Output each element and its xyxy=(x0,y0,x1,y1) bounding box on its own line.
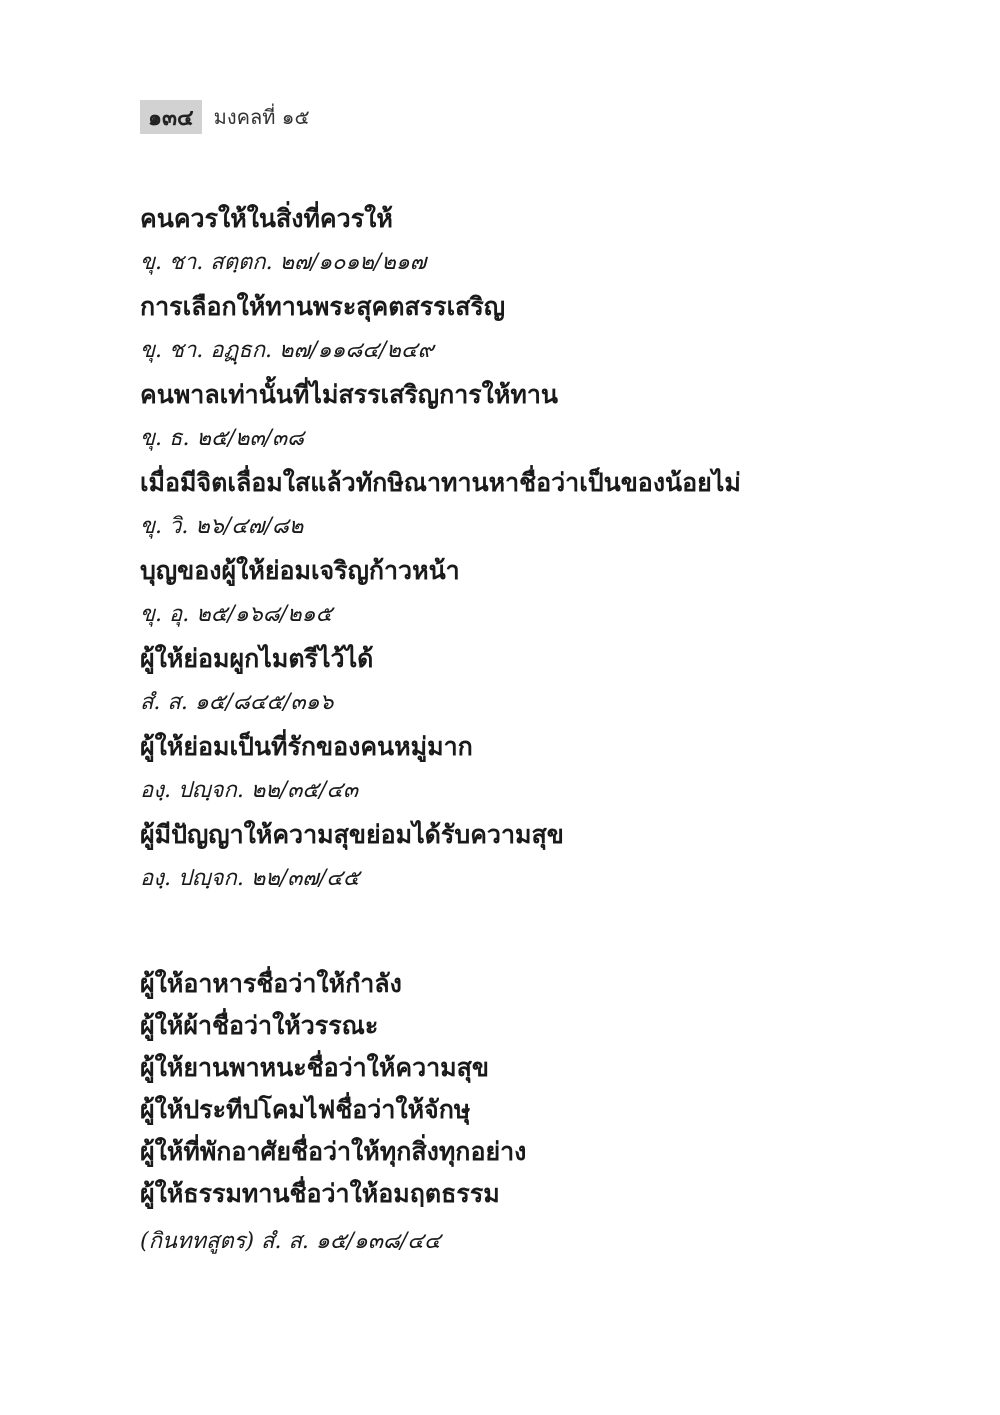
page-number: ๑๓๔ xyxy=(140,100,202,134)
quote-item xyxy=(140,285,900,373)
quote-item xyxy=(140,637,900,725)
quote-item xyxy=(140,373,900,461)
chapter-title: มงคลที่ ๑๕ xyxy=(213,105,310,129)
verse-line: ผู้ให้อาหารชื่อว่าให้กำลัง xyxy=(140,969,402,998)
quote-reference: ขุ. ชา. อฏฺธก. ๒๗/๑๑๘๔/๒๔๙ xyxy=(140,338,434,363)
quote-item xyxy=(140,813,900,901)
quote-list xyxy=(140,197,900,901)
quote-reference: สํ. ส. ๑๕/๘๔๕/๓๑๖ xyxy=(140,690,334,715)
quote-item xyxy=(140,725,900,813)
quote-text: ผู้ให้ย่อมผูกไมตรีไว้ได้ xyxy=(140,644,374,673)
quote-reference: ขุ. ธ. ๒๕/๒๓/๓๘ xyxy=(140,426,304,451)
verse-line: ผู้ให้ที่พักอาศัยชื่อว่าให้ทุกสิ่งทุกอย่าง xyxy=(140,1137,527,1166)
quote-text: คนควรให้ในสิ่งที่ควรให้ xyxy=(140,204,393,233)
quote-text: คนพาลเท่านั้นที่ไม่สรรเสริญการให้ทาน xyxy=(140,380,558,409)
verse-block xyxy=(140,963,900,1215)
quote-text: ผู้ให้ย่อมเป็นที่รักของคนหมู่มาก xyxy=(140,732,473,761)
verse-line: ผู้ให้ธรรมทานชื่อว่าให้อมฤตธรรม xyxy=(140,1179,500,1208)
quote-item xyxy=(140,549,900,637)
quote-reference: ขุ. วิ. ๒๖/๔๗/๘๒ xyxy=(140,514,304,539)
quote-text: ผู้มีปัญญาให้ความสุขย่อมได้รับความสุข xyxy=(140,820,564,849)
page-header xyxy=(140,100,310,134)
quote-reference: องฺ. ปญฺจก. ๒๒/๓๗/๔๕ xyxy=(140,866,360,891)
verse-line: ผู้ให้ยานพาหนะชื่อว่าให้ความสุข xyxy=(140,1053,489,1082)
quote-text: เมื่อมีจิตเลื่อมใสแล้วทักษิณาทานหาชื่อว่าเป็นของน้อยไม่ xyxy=(140,468,741,497)
verse-reference: (กินททสูตร) สํ. ส. ๑๕/๑๓๘/๔๔ xyxy=(140,1229,441,1254)
quote-reference: ขุ. อุ. ๒๕/๑๖๘/๒๑๕ xyxy=(140,602,333,627)
verse-line: ผู้ให้ผ้าชื่อว่าให้วรรณะ xyxy=(140,1011,379,1040)
quote-item xyxy=(140,197,900,285)
quote-reference: องฺ. ปญฺจก. ๒๒/๓๕/๔๓ xyxy=(140,778,359,803)
quote-reference: ขุ. ชา. สตฺตก. ๒๗/๑๐๑๒/๒๑๗ xyxy=(140,250,427,275)
verse-line: ผู้ให้ประทีปโคมไฟชื่อว่าให้จักษุ xyxy=(140,1095,471,1124)
quote-item xyxy=(140,461,900,549)
quote-text: บุญของผู้ให้ย่อมเจริญก้าวหน้า xyxy=(140,556,460,585)
quote-text: การเลือกให้ทานพระสุคตสรรเสริญ xyxy=(140,292,506,321)
